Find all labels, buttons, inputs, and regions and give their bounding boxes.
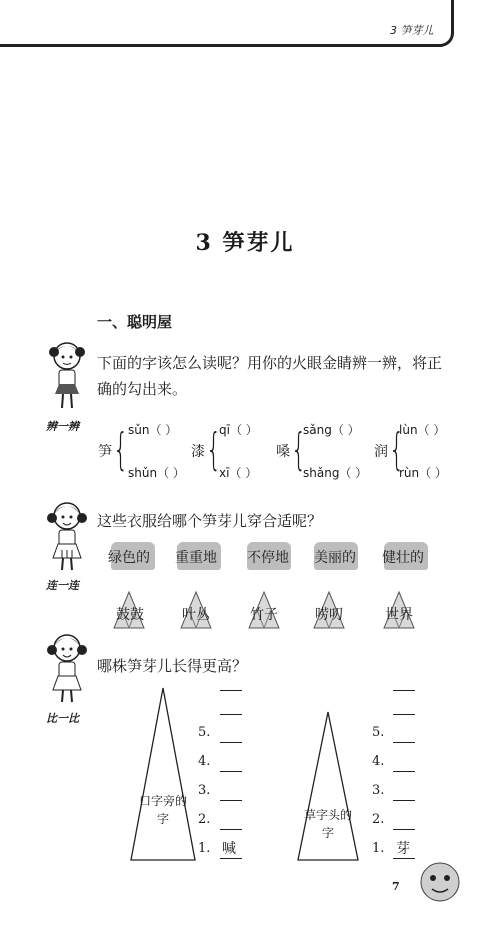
task-label-bi: 比一比	[46, 712, 79, 725]
option-shang[interactable]: shǎng（ ）	[303, 466, 368, 480]
right-tree-label: 草字头的字	[303, 808, 352, 840]
clothes-word[interactable]: 绿色的	[108, 550, 150, 566]
clothes-word[interactable]: 重重地	[175, 550, 217, 566]
option-qi[interactable]: qī（ ）	[219, 423, 258, 437]
char-qi: 漆	[191, 444, 205, 460]
girl-illustration-2	[45, 500, 93, 574]
answer-blank[interactable]	[220, 800, 242, 801]
left-number: 3.	[198, 783, 211, 798]
girl-illustration-3	[45, 632, 93, 706]
girl-illustration-1	[45, 340, 93, 414]
left-number: 4.	[198, 754, 211, 769]
char-sang: 嗓	[276, 444, 290, 460]
brace: {	[113, 424, 129, 475]
header-rule	[0, 44, 442, 47]
answer-blank[interactable]	[393, 690, 415, 691]
brace: {	[389, 424, 405, 475]
answer-blank[interactable]	[393, 771, 415, 772]
right-number: 1.	[372, 841, 385, 856]
clothes-word[interactable]: 美丽的	[314, 550, 356, 566]
shoot-word[interactable]: 叶丛	[182, 607, 210, 623]
right-number: 3.	[372, 783, 385, 798]
header-corner	[440, 0, 454, 47]
shoot-word[interactable]: 唠叨	[315, 607, 343, 623]
shoot-word[interactable]: 世界	[385, 607, 413, 623]
task2-question: 这些衣服给哪个笋芽儿穿合适呢？	[97, 512, 323, 530]
answer-blank[interactable]	[393, 829, 415, 830]
task1-question-line1: 下面的字该怎么读呢？用你的火眼金睛辨一辨，将正	[97, 354, 443, 372]
lesson-title: 3 笋芽儿	[195, 230, 295, 256]
task-label-lian: 连一连	[46, 579, 79, 592]
answer-blank[interactable]	[220, 742, 242, 743]
clothes-word[interactable]: 不停地	[247, 550, 289, 566]
option-run[interactable]: rùn（ ）	[399, 466, 447, 480]
clothes-word[interactable]: 健壮的	[382, 550, 424, 566]
answer-blank[interactable]	[393, 742, 415, 743]
left-number: 1.	[198, 841, 211, 856]
left-number: 5.	[198, 725, 211, 740]
right-number: 4.	[372, 754, 385, 769]
mascot-face-icon	[418, 858, 462, 906]
right-number: 2.	[372, 812, 385, 827]
left-tree-label: 口字旁的字	[138, 794, 187, 826]
left-number: 2.	[198, 812, 211, 827]
section-heading: 一、聪明屋	[97, 313, 173, 331]
answer-blank[interactable]	[220, 858, 242, 859]
shoot-word[interactable]: 鼓鼓	[116, 607, 144, 623]
answer-blank[interactable]	[220, 829, 242, 830]
page-number: 7	[392, 880, 400, 893]
task1-question-line2: 确的勾出来。	[97, 380, 188, 398]
answer-blank[interactable]	[393, 714, 415, 715]
right-answer: 芽	[396, 841, 410, 857]
answer-blank[interactable]	[393, 800, 415, 801]
answer-blank[interactable]	[220, 714, 242, 715]
brace: {	[206, 424, 222, 475]
task3-question: 哪株笋芽儿长得更高？	[97, 657, 248, 675]
left-shoot-triangle	[128, 686, 198, 862]
shoot-word[interactable]: 竹子	[250, 607, 278, 623]
option-sang[interactable]: sǎng（ ）	[303, 423, 360, 437]
answer-blank[interactable]	[220, 771, 242, 772]
task-label-bian: 辨一辨	[46, 420, 79, 433]
answer-blank[interactable]	[220, 690, 242, 691]
char-run: 润	[374, 444, 388, 460]
char-sun: 笋	[98, 444, 112, 460]
right-number: 5.	[372, 725, 385, 740]
answer-blank[interactable]	[393, 858, 415, 859]
brace: {	[291, 424, 307, 475]
option-sun[interactable]: sǔn（ ）	[128, 423, 178, 437]
option-shun[interactable]: shǔn（ ）	[128, 466, 185, 480]
running-header: 3 笋芽儿	[390, 24, 434, 37]
option-lun[interactable]: lùn（ ）	[399, 423, 446, 437]
option-xi[interactable]: xī（ ）	[219, 466, 258, 480]
left-answer: 喊	[222, 841, 236, 857]
